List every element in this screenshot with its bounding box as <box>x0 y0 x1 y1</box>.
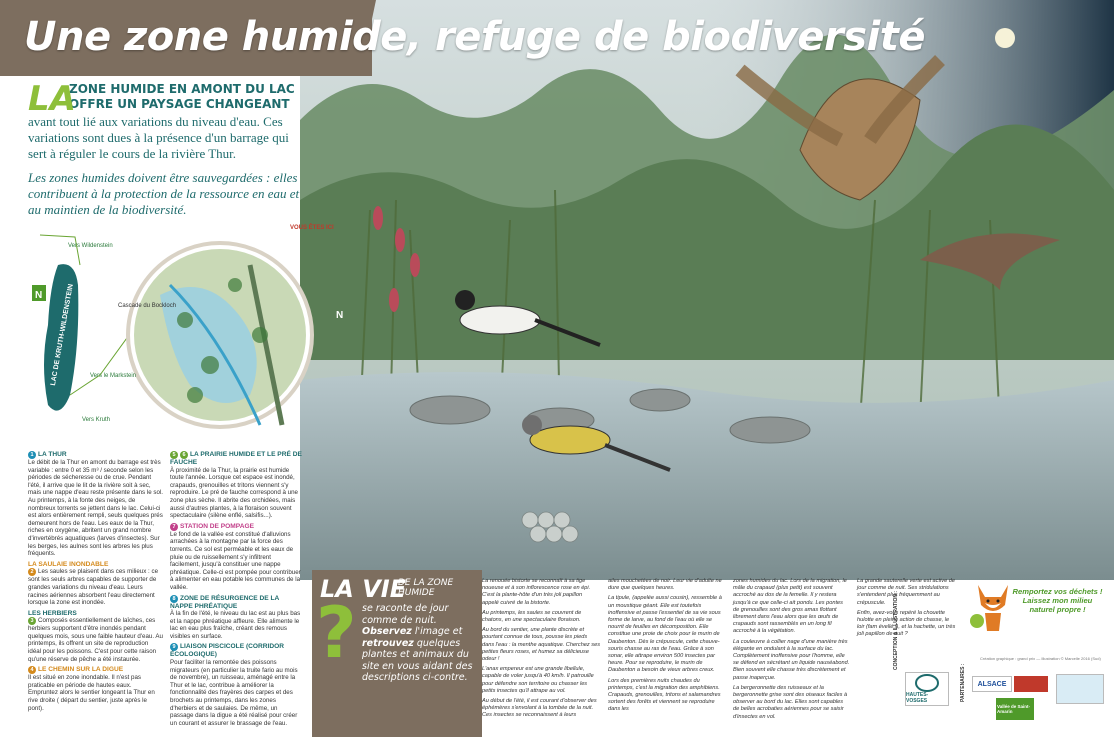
site-map <box>20 225 344 455</box>
intro-heading: ZONE HUMIDE EN AMONT DU LAC OFFRE UN PAYSAGE CHANGEANT <box>69 82 295 111</box>
section-text-thur: Le débit de la Thur en amont du barrage est très variable : entre 0 et 35 m³ / seconde selon les périodes de sécheresse ou de crue. Pendant l'été, il arrive que le lit de la rivière soit à sec, mais une nappe d'eau reste présente dans le sol. Au printemps, à la fonte des neiges, de nombreux torrents se jettent dans le lac. Celui-ci est alors entièrement rempli, seuls quelques prés demeurent hors de l'eau. Les eaux de la Thur, riches en oxygène, abritent un grand nombre d'invertébrés aquatiques (larves d'insectes). Sur les berges, les aulnes sont les arbres les plus fréquents. <box>28 459 163 558</box>
section-heading-herbiers: LES HERBIERS <box>28 609 77 617</box>
section-text-digue: Il est situé en zone inondable. Il n'est pas praticable en période de hautes eaux. Empruntez alors le sentier longeant la Thur en rive droite ( départ du sentier, juste après le pont). <box>28 674 155 712</box>
map-label-wildenstein: Vers Wildenstein <box>68 243 113 249</box>
logo-haut-rhin <box>1056 674 1104 704</box>
section-text-pompage: Le fond de la vallée est constitué d'alluvions arrachées à la montagne par la force des torrents. Ce sol est perméable et les eaux de pluie ou de ruissellement s'y infiltrent facilement, jusqu'à constituer une nappe phréatique. Celle-ci est pompée pour contribuer à alimenter en eau potable les communes de la vallée. <box>170 530 301 591</box>
reminder-panel <box>958 575 1108 635</box>
intro-body-conservation: Les zones humides doivent être sauvegardées : elles contribuent à la protection de la ressource en eau et au maintien de la biodiversité. <box>28 170 300 217</box>
section-heading-pompage: 7 STATION DE POMPAGE <box>170 523 302 531</box>
page-title: Une zone humide, refuge de biodiversité <box>24 14 926 60</box>
credits-text: Création graphique : grand prix — Illustration © Marcelle 2016 (Sud) <box>980 656 1101 661</box>
wetland-illustration <box>300 0 1114 580</box>
reminder-text: Remportez vos déchets ! Laissez mon milieu naturel propre ! <box>1012 587 1103 614</box>
sections-column-1 <box>28 451 163 715</box>
logo-alsace: ALSACE <box>972 676 1012 692</box>
logo-department <box>1014 676 1048 692</box>
partners-label: PARTENAIRES : <box>960 663 966 702</box>
question-mark-icon: ? <box>316 592 357 674</box>
section-heading-resurgence: 8 ZONE DE RÉSURGENCE DE LA NAPPE PHRÉATIQUE <box>170 594 280 610</box>
section-text-resurgence: À la fin de l'été, le niveau du lac est au plus bas et la nappe phréatique affleure. Elle alimente le lac en eau plus fraîche, créant des remous visibles en surface. <box>170 610 301 640</box>
map-label-kruth: Vers Kruth <box>82 417 111 423</box>
lavie-text: se raconte de jour comme de nuit. Observez l'image et retrouvez quelques plantes et animaux du site en vous aidant des descriptions ci-contre. <box>362 603 473 683</box>
logo-hautes-vosges: HAUTES-VOSGES <box>905 672 949 706</box>
section-heading-thur: 1 LA THUR <box>28 451 163 459</box>
illustration-artwork <box>300 0 1114 580</box>
cpie-logo-icon <box>915 674 939 692</box>
section-heading-piscicole: 9 LIAISON PISCICOLE (CORRIDOR ÉCOLOGIQUE) <box>170 643 285 659</box>
you-are-here-marker: VOUS ÊTES ICI <box>290 225 334 231</box>
lavie-subtitle: DE LA ZONE HUMIDE <box>398 578 454 598</box>
intro-drop-cap: LA <box>28 79 76 119</box>
logo-vallee-saint-amarin: Vallée de Saint-Amarin <box>996 698 1034 720</box>
intro-block <box>28 79 308 218</box>
conception-label: CONCEPTION & ILLUSTRATION : <box>893 590 899 670</box>
section-text-piscicole: Pour faciliter la remontée des poissons migrateurs (en particulier la truite fario au mois de novembre), un ruisseau, aménagé entre la Thur et le lac, contribue à améliorer la fonctionnalité des frayères des carpes et des brochets au printemps, dans les zones d'herbiers et de saulaies. De même, un passage dans la digue a été réalisé pour créer un courant et assurer le brassage de l'eau. <box>170 659 298 727</box>
species-column-1: La renouée bistorte se reconnaît à sa tige noueuse et à son inflorescence rose en épi. C'est la plante-hôte d'un très joli papillon appelé cuivré de la bistorte. Au printemps, les saules se couvrent de chatons, en une spectaculaire floraison. Au bord du sentier, une plante discrète et pourtant connue de tous, pousse les pieds dans l'eau : la menthe aquatique. Cherchez ses petites fleurs roses, et humez sa délicieuse odeur ! L'anax empereur est une grande libellule, capable de voler jusqu'à 40 km/h. Il patrouille pour défendre son territoire ou chasser les petits insectes qu'il attrape au vol. Au début de l'été, il est courant d'observer des éphémères s'envolant à la tombée de la nuit. Ces insectes se reconnaissent à leurs <box>482 578 600 719</box>
species-column-2: ailes mouchetées de noir. Leur vie d'adulte ne dure que quelques heures. La tipule, (appelée aussi cousin), ressemble à un moustique géant. Elle est toutefois inoffensive et passe l'essentiel de sa vie sous forme de larve, au fond de l'eau où elle se nourrit de feuilles en décomposition. Elle constitue une proie de choix pour le murin de Daubenton. Dès le crépuscule, cette chauve-souris chasse au ras de l'eau. Grâce à son sonar, elle attrape environ 500 insectes par heure. Pour se reproduire, le murin de Daubenton a besoin de vieux arbres creux. Lors des premières nuits chaudes du printemps, c'est la migration des amphibiens. Crapauds, grenouilles, tritons et salamandres sortent des forêts et viennent se reproduire dans les <box>608 578 722 713</box>
moon-icon <box>995 28 1015 48</box>
map-label-markstein: Vers le Markstein <box>90 373 137 379</box>
species-column-3: zones humides du lac. Lors de la migration, le mâle du crapaud (plus petit) est souvent accroché au dos de la femelle. Il y restera jusqu'à ce que celle-ci ait pondu. Les pontes de grenouilles sont des gros amas flottant librement dans l'eau alors que les œufs de crapauds sont rassemblés en un long fil accroché à la végétation. La couleuvre à collier nage d'une manière très élégante en ondulant à la surface du lac. Complètement inoffensive pour l'homme, elle se défend en sécrétant un liquide nauséabond. Bien souvent elle chasse très discrètement et passe inaperçue. La bergeronnette des ruisseaux et la bergeronnette grise sont des oiseaux faciles à observer au bord du lac. Elles sont capables de belles acrobaties aériennes pour se saisir d'insectes en vol. <box>733 578 850 720</box>
section-heading-digue: 4 LE CHEMIN SUR LA DIGUE <box>28 666 163 674</box>
sections-column-2 <box>170 451 302 730</box>
section-text-prairie: À proximité de la Thur, la prairie est humide toute l'année. Lorsque cet espace est inondé, crapauds, grenouilles et tritons viennent s'y reproduire. Le pré de fauche correspond à une zone plus sèche. Il abrite des orchidées, mais aussi d'autres plantes, à la floraison souvent spectaculaire (silène enflé, salsifis...). <box>170 466 298 520</box>
north-icon-zoom: N <box>336 310 344 321</box>
map-label-lake: LAC DE KRUTH-WILDENSTEIN <box>50 283 75 387</box>
north-icon: N <box>35 290 43 301</box>
section-text-herbiers: 3 Composés essentiellement de laîches, ces herbiers supportent d'être inondés pendant quelques mois, sous une faible hauteur d'eau. Au printemps, ils offrent un site de reproduction idéal pour les poissons. C'est pour cette raison qu'une réserve de pêche a été instaurée. <box>28 617 163 663</box>
intro-body: avant tout lié aux variations du niveau d'eau. Ces variations sont dues à la présence d'un barrage qui sert à réguler le cours de la rivière Thur. <box>28 114 289 161</box>
lavie-title: LA VIE <box>320 575 407 603</box>
section-text-saulaie: 2 Les saules se plaisent dans ces milieux : ce sont les seuls arbres capables de supporter de grandes variations du niveau d'eau. Leurs racines aériennes absorbent l'eau directement lorsque la zone est inondée. <box>28 568 159 607</box>
map-label-cascade: Cascade du Bockloch <box>118 303 177 309</box>
section-heading-saulaie: LA SAULAIE INONDABLE <box>28 560 109 568</box>
section-heading-prairie: 5 6 LA PRAIRIE HUMIDE ET LE PRÉ DE FAUCHE <box>170 451 302 466</box>
species-column-4: La grande sauterelle verte est active de jour comme de nuit. Ses stridulations s'entendent plus fréquemment au crépuscule. Enfin, avez-vous repéré la chouette hulotte en pleine action de chasse, le loir (fam évellé !), et la hachette, un très joli papillon de nuit ? <box>857 578 956 638</box>
